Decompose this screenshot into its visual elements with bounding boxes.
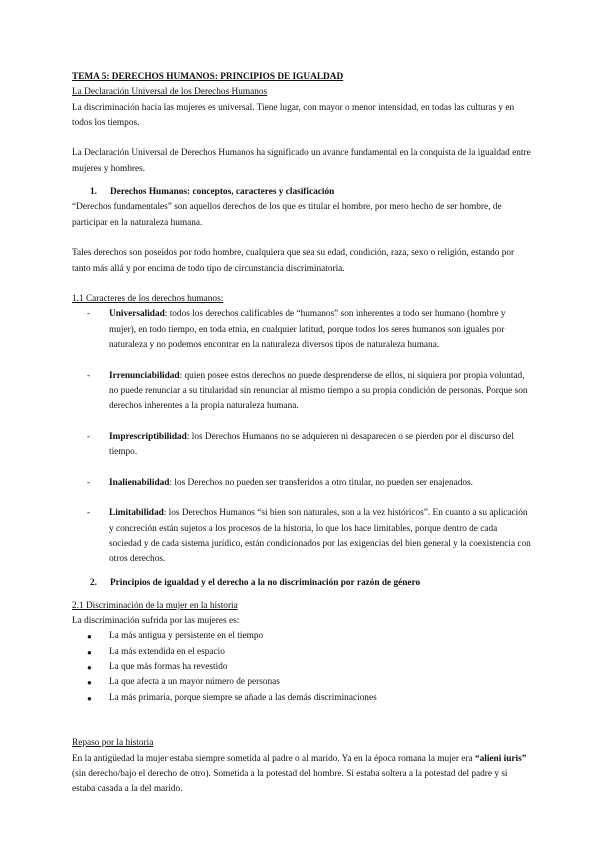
bullet-text: La que más formas ha revestido [109,661,228,672]
intro-heading: La Declaración Universal de los Derechos Humanos [72,87,268,98]
section-2-heading [90,576,532,591]
dash-marker: - [87,431,91,442]
discrimination-bullets [72,629,532,705]
section-1-title: Derechos Humanos: conceptos, caracteres y clasificación [110,187,335,198]
list-item [87,307,532,353]
subsection-1-1-heading: 1.1 Caracteres de los derechos humanos: [72,294,224,305]
section-2-number: 2. [90,577,97,588]
term-alieni-iuris: “alieni iuris” [474,753,527,764]
term-irrenunciabilidad: Irrenunciabilidad [109,370,180,381]
dash-marker: - [87,477,91,488]
section-1-number: 1. [90,187,97,198]
dash-marker: - [87,508,91,519]
document-title: TEMA 5: DERECHOS HUMANOS: PRINCIPIOS DE IGUALDAD [72,72,344,82]
bullet-icon: ● [87,632,92,642]
history-text-a: En la antigüedad la mujer estaba siempre sometida al padre o al marido. Ya en la época romana la mujer era [72,753,475,764]
history-heading: Repaso por la historia [72,738,154,749]
item-text: : quien posee estos derechos no puede desprenderse de ellos, ni siquiera por propia voluntad, no puede renunciar a su titularidad sin renunciar al mismo tiempo a su propia condición de personas. Porque son derechos inherentes a la propia naturaleza humana. [109,370,528,412]
history-paragraph [72,752,532,798]
list-item [87,369,532,415]
list-item [87,430,532,461]
list-item [87,506,532,567]
bullet-text: La más antigua y persistente en el tiempo [109,631,264,642]
document-page [72,70,532,798]
section-1-paragraph-1: “Derechos fundamentales” son aquellos derechos de los que es titular el hombre, por mero hecho de ser hombre, de participar en la naturaleza humana. [72,202,502,228]
dash-marker: - [87,309,91,320]
list-item [87,629,532,644]
list-item [87,675,532,690]
bullet-text: La más primaria, porque siempre se añade a las demás discriminaciones [109,692,377,703]
section-2-lead: La discriminación sufrida por las mujeres es: [72,616,240,627]
section-2-title: Principios de igualdad y el derecho a la no discriminación por razón de género [110,577,421,588]
term-inalienabilidad: Inalienabilidad [109,477,170,488]
bullet-icon: ● [87,678,92,688]
term-limitabilidad: Limitabilidad [109,508,164,519]
list-item [87,476,532,491]
dash-marker: - [87,370,91,381]
term-imprescriptibilidad: Imprescriptibilidad [109,431,187,442]
section-1-paragraph-2: Tales derechos son poseídos por todo hombre, cualquiera que sea su edad, condición, raza, sexo o religión, estando por tanto más allá y por encima de todo tipo de circunstancia discriminatoria. [72,248,515,274]
list-item [87,645,532,660]
term-universalidad: Universalidad [109,309,165,320]
characteristics-list [72,307,532,567]
bullet-icon: ● [87,693,92,703]
history-text-b: (sin derecho/bajo el derecho de otro). Sometida a la potestad del hombre. Si estaba soltera a la potestad del padre y si estaba casada a la del marido. [72,769,508,795]
intro-paragraph-1: La discriminación hacia las mujeres es universal. Tiene lugar, con mayor o menor intensidad, en todas las culturas y en todos los tiempos. [72,102,515,128]
section-1-heading [90,185,532,200]
list-item [87,691,532,706]
bullet-icon: ● [87,662,92,672]
bullet-text: La más extendida en el espacio [109,646,225,657]
item-text: : los Derechos no pueden ser transferidos a otro titular, no pueden ser enajenados. [169,477,473,488]
item-text: : todos los derechos calificables de “humanos” son inherentes a todo ser humano (hombre y mujer), en todo tiempo, en toda etnia, en cualquier latitud, porque todos los seres humanos son iguales por naturaleza y no podemos encontrar en la naturaleza diversos tipos de naturaleza humana. [109,309,506,351]
item-text: : los Derechos Humanos no se adquieren ni desaparecen o se pierden por el discurso del tiempo. [109,431,514,458]
list-item [87,660,532,675]
bullet-icon: ● [87,647,92,657]
subsection-2-1-heading: 2.1 Discriminación de la mujer en la historia [72,600,238,611]
intro-paragraph-2: La Declaración Universal de Derechos Humanos ha significado un avance fundamental en la conquista de la igualdad entre mujeres y hombres. [72,148,531,174]
bullet-text: La que afecta a un mayor número de personas [109,677,280,688]
item-text: : los Derechos Humanos “si bien son naturales, son a la vez históricos”. En cuanto a su aplicación y concreción están sujetos a los procesos de la historia, lo que los hace limitables, porque dentro de cada sociedad y de cada sistema jurídico, están condicionados por las exigencias del bien general y la coexistencia con otros derechos. [109,508,531,565]
